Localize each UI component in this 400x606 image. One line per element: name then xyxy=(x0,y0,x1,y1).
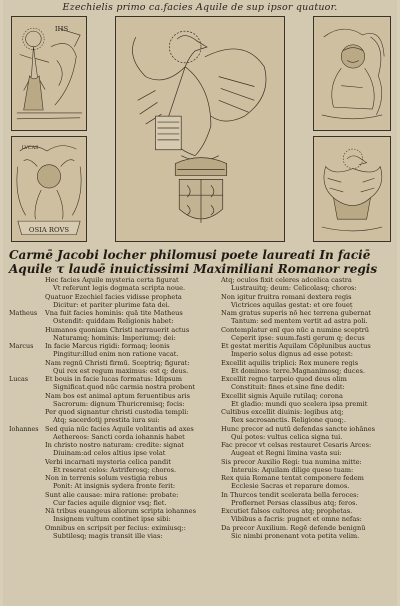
verse-line xyxy=(221,408,397,416)
verse-line xyxy=(9,276,221,284)
verse-line xyxy=(9,482,221,490)
verse-line xyxy=(9,433,221,441)
verse-text: Et gestat meritis Aquilam Cōplunibus auctus xyxy=(221,342,371,350)
verse-text: Sacrorum: dignum Thuricremisq; focis: xyxy=(53,399,185,408)
verse-line xyxy=(9,284,221,292)
woodcut-ox-panel xyxy=(11,136,87,242)
verse-text: Non in terrenis solum vestigia rebus xyxy=(45,474,168,482)
broadside-page xyxy=(3,0,397,606)
verse-text: Rex quia Romane tentat componere fedem xyxy=(221,474,364,482)
panel-banner-osia-rovs: OSIA ROVS xyxy=(28,225,70,234)
verse-line xyxy=(221,425,397,433)
verse-text: Vt referunt legis dogmata scripta noue. xyxy=(53,284,186,293)
verse-text: Naturamq; hominis: Imperiumq; dei: xyxy=(53,333,176,342)
verse-line xyxy=(221,482,397,490)
poem-body xyxy=(3,276,397,606)
verse-text: Hunc precor ad nutū defendas sancte iohānes xyxy=(221,424,375,433)
verse-line xyxy=(9,425,221,433)
verse-line xyxy=(221,375,397,383)
verse-text: Cur facies aquile dignior vsq; fiet. xyxy=(53,498,167,507)
page-heading: Ezechielis primo ca.facies Aquile de sup ipsor quatuor. xyxy=(62,2,338,13)
lion-woodcut-image xyxy=(314,17,390,130)
verse-text: Et bouis in facie lucas formatus: Idipsum xyxy=(45,375,183,383)
verse-text: Nam regnū Christi firmū. Sceptriq; figurat: xyxy=(45,358,190,367)
verse-line xyxy=(9,515,221,523)
verse-line xyxy=(221,433,397,441)
verse-text: Rex sacrosanctis. Religione quoq;. xyxy=(231,416,347,425)
verse-line xyxy=(221,276,397,284)
verse-text: Insignem vultum continet ipse sibi: xyxy=(53,515,171,524)
verse-text: Excutiet falsos cultores atq; prophetas. xyxy=(221,507,353,515)
verse-text: Vna fuit facies hominis: quā tite Matheus xyxy=(45,309,183,317)
verse-text: Ceperit ipse: suum.fasti gerum q; decus xyxy=(231,333,365,342)
panel-label-lvcas: LVCAS xyxy=(21,145,39,152)
verse-text: Atq; oculos fixit celeres adcelica castra xyxy=(221,276,352,284)
verse-text: Quatuor Ezechiel facies vidisse propheta xyxy=(45,292,182,301)
verse-line xyxy=(9,301,221,309)
verse-text: Dicitur: et pariter plurime fata dei. xyxy=(53,300,170,309)
verse-text: Cultibus excellit diuinis: legibus atq; xyxy=(221,408,344,416)
verse-text: Ponit: At insignis sydera fronte ferit: xyxy=(53,482,176,491)
verse-line xyxy=(9,499,221,507)
verse-text: In christo nostro naturam: credite: signat xyxy=(45,441,184,449)
verse-line xyxy=(9,383,221,391)
verse-text: Subtilesq; magis transit ille vias: xyxy=(53,531,163,540)
woodcut-eagle-panel xyxy=(115,16,285,242)
verse-text: Vibibus a facris: pugnet et omne nefas: xyxy=(231,515,362,524)
verse-line xyxy=(9,466,221,474)
verse-line xyxy=(9,334,221,342)
verse-text: Contemplatur enī quo nūc a numine sceptrū xyxy=(221,325,370,334)
verse-text: Qui rex est regum maximus: est q; deus. xyxy=(53,366,189,375)
verse-text: Sed quia nūc facies Aquile volitantis ad axes xyxy=(45,424,194,433)
verse-text: Humanos quoniam Christi narrauerit actus xyxy=(45,325,190,334)
verse-line xyxy=(9,474,221,482)
verse-line xyxy=(221,309,397,317)
verse-text: Ecclesie Sacras et reparare domos. xyxy=(231,482,350,491)
verse-text: Omnibus en scripsit per fecius: eximiusq;: xyxy=(45,523,186,532)
verse-line xyxy=(9,293,221,301)
verse-line xyxy=(221,449,397,457)
evangelist-margin-note: Matheus xyxy=(9,309,38,317)
verse-text: Pingitur:illud enim non ratione vacat. xyxy=(53,350,179,359)
woodcut-lion-panel xyxy=(313,16,391,131)
verse-text: Lustrauitq; deum: Celicolasq; choros: xyxy=(231,284,357,293)
verse-text: Sunt alie causae: mira ratione: probate: xyxy=(45,490,179,499)
verse-text: Aethereos: Sancti corda iohannis habet xyxy=(53,432,185,441)
verse-line xyxy=(9,458,221,466)
verse-line xyxy=(221,326,397,334)
verse-line xyxy=(9,392,221,400)
verse-text: Excellit signis Aquile rutilaq; corona xyxy=(221,391,343,400)
verse-line xyxy=(9,507,221,515)
panel-label-ihs: IHS xyxy=(54,25,69,34)
verse-line xyxy=(221,400,397,408)
verse-line xyxy=(9,532,221,540)
poem-title xyxy=(9,248,393,276)
verse-text: Et gladio: mundi quo scelera ipsa premit xyxy=(231,399,368,408)
verse-line xyxy=(221,293,397,301)
verse-line xyxy=(221,301,397,309)
verse-text: Fac precor vt celsas restauret Cesaris Arces: xyxy=(221,441,372,449)
verse-line xyxy=(221,350,397,358)
john-eagle-woodcut-image xyxy=(314,137,390,241)
imperial-eagle-image xyxy=(116,17,284,241)
verse-line xyxy=(9,408,221,416)
verse-line xyxy=(221,524,397,532)
verse-text: Proflernet Persas classibus atq; feros. xyxy=(231,498,358,507)
verse-text: Nā tribus euangeus aliorum scripta iohannes xyxy=(45,507,196,515)
verse-line xyxy=(221,499,397,507)
verse-text: Imperio solus dignus ad esse potest: xyxy=(231,350,353,359)
verse-line xyxy=(9,441,221,449)
verse-text: Sis precor Auxilio Regi: tua numina mitte: xyxy=(221,457,362,466)
verse-line xyxy=(9,491,221,499)
verse-line xyxy=(9,317,221,325)
verse-text: Atq; sacerdotij prestita iura sui: xyxy=(53,416,160,425)
verse-line xyxy=(9,350,221,358)
poem-title-line-2: Aquile τ laudē inuictissimi Maximiliani Romanor regis xyxy=(9,262,378,276)
verse-line xyxy=(221,491,397,499)
verse-text: Nam gratus superis nō hec terrena gubernat xyxy=(221,309,372,317)
verse-text: Excellit regno tarpeio quod deus olim xyxy=(221,375,347,383)
verse-line xyxy=(221,441,397,449)
verse-line xyxy=(9,367,221,375)
verse-line xyxy=(9,524,221,532)
verse-line xyxy=(221,532,397,540)
verse-text: Verbi incarnati mysteria celica pandit xyxy=(45,457,171,466)
verse-line xyxy=(221,515,397,523)
verse-text: Significat.quod nūc carmia nostra probent xyxy=(53,383,195,392)
matthew-woodcut-image xyxy=(12,17,86,130)
verse-line xyxy=(221,466,397,474)
verse-line xyxy=(221,458,397,466)
verse-text: Diuinam:ad celos altius ipse volat xyxy=(53,449,166,458)
verse-line xyxy=(9,342,221,350)
verse-line xyxy=(221,334,397,342)
poem-title-line-1: Carmē Jacobi locher philomusi poete laureati In faciē xyxy=(9,248,371,262)
evangelist-margin-note: Lucas xyxy=(9,375,29,383)
verse-line xyxy=(221,507,397,515)
verse-text: Per quod signantur christi custodia templi: xyxy=(45,408,189,416)
verse-text: Constituit: fines et.sine fine dedit: xyxy=(231,383,345,392)
verse-text: In Thurcos tendit scelerata bella feroces: xyxy=(221,490,359,499)
verse-line xyxy=(221,317,397,325)
woodcut-matthew-panel xyxy=(11,16,87,131)
verse-text: In facie Marcus rigidi: formaq; leonis xyxy=(45,342,170,350)
verse-line xyxy=(221,474,397,482)
verse-line xyxy=(9,449,221,457)
verse-line xyxy=(221,392,397,400)
verse-line xyxy=(9,309,221,317)
verse-text: Excellit aquilis triplici: Rex munere regis xyxy=(221,358,359,367)
verse-text: Victrices aquilas gestat: et ore foueṭ xyxy=(231,300,353,309)
verse-line xyxy=(9,326,221,334)
evangelist-margin-note: Marcus xyxy=(9,342,34,350)
verse-text: Augeat et Regni limina vasta sui: xyxy=(231,449,342,458)
verse-text: Qui potes: vultus celica signa tui. xyxy=(231,432,343,441)
verse-line xyxy=(9,400,221,408)
verse-line xyxy=(221,367,397,375)
verse-line xyxy=(221,416,397,424)
woodcut-john-eagle-panel xyxy=(313,136,391,242)
poem-left-column xyxy=(9,276,221,540)
verse-line xyxy=(221,342,397,350)
verse-line xyxy=(9,375,221,383)
verse-line xyxy=(9,416,221,424)
verse-line xyxy=(221,359,397,367)
verse-text: Non igitur fruitra romani dextera regis xyxy=(221,292,352,301)
verse-text: Ostendit: quiddam Religionis habet: xyxy=(53,317,174,326)
verse-text: Nam bos est animal aptum feruentibus aris xyxy=(45,391,190,400)
verse-text: Et dominos: terre.Magnanimosq; duces. xyxy=(231,366,366,375)
verse-line xyxy=(221,383,397,391)
verse-line xyxy=(9,359,221,367)
verse-line xyxy=(221,284,397,292)
verse-text: Et reserat celos: Astriferosq; choros. xyxy=(53,465,177,474)
verse-text: Hec facies Aquile mysteria certa figurat xyxy=(45,276,179,284)
poem-right-column xyxy=(221,276,397,540)
verse-text: Sic nimbi pronenant vota petita velim. xyxy=(231,531,360,540)
ox-woodcut-image xyxy=(12,137,86,241)
verse-text: Da precor Auxilium. Regē defende benignū xyxy=(221,523,366,532)
verse-text: Interuis: Aquilam dilige queso tuam: xyxy=(231,465,354,474)
verse-text: Tantum: sed mentem vertit ad astra poli. xyxy=(231,317,368,326)
evangelist-margin-note: Iohannes xyxy=(9,424,39,433)
